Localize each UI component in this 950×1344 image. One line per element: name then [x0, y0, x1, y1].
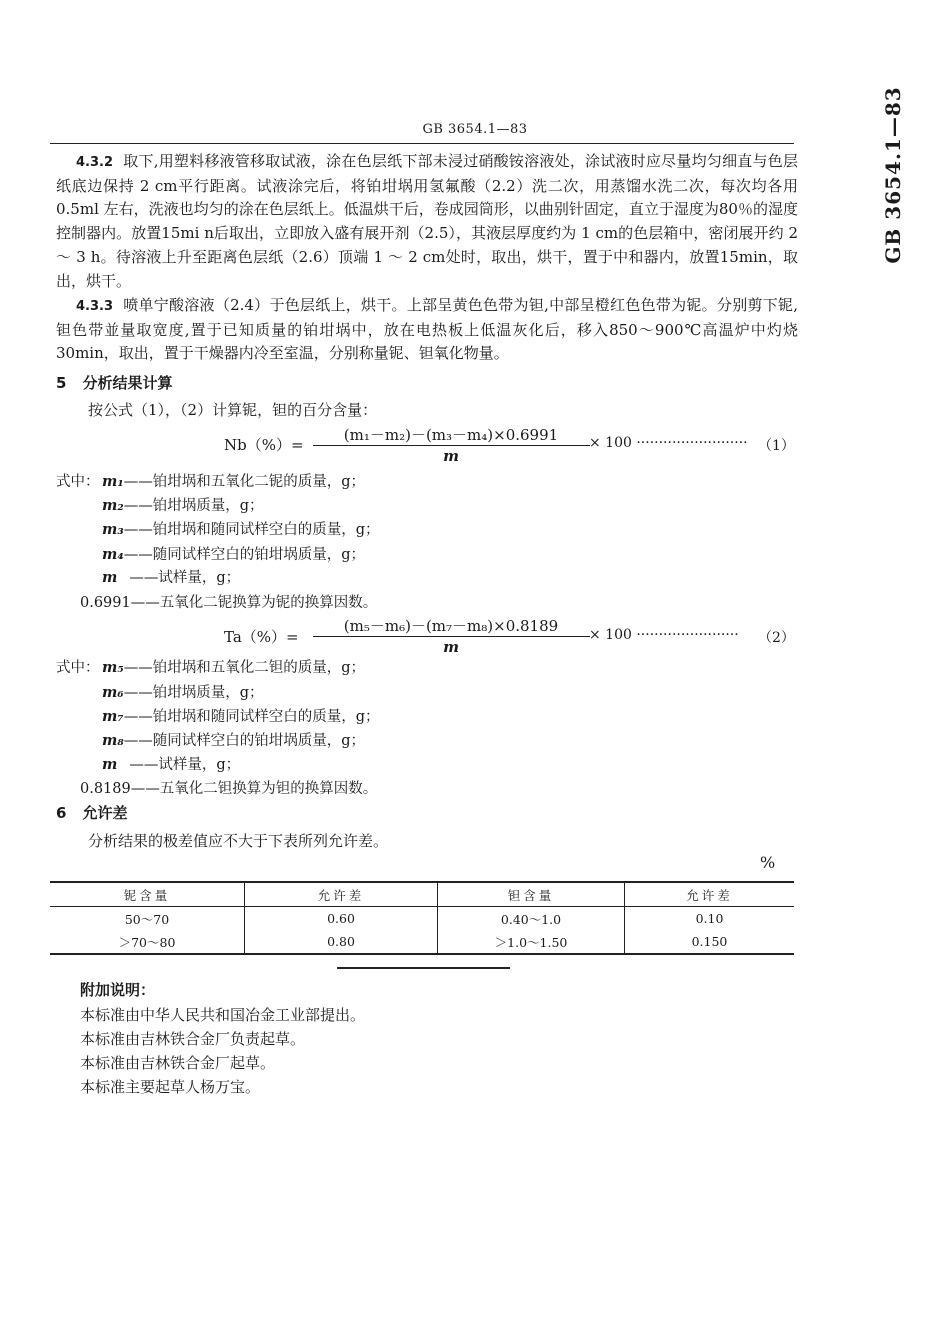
definition-row: [102, 753, 240, 774]
table-header: 铌含量: [50, 882, 245, 907]
paragraph-4-3-2: [56, 150, 798, 293]
symbol: m: [102, 569, 118, 586]
symbol: 0.6991: [80, 595, 131, 611]
side-standard-code: GB 3654.1—83: [881, 86, 905, 264]
formula-1-numerator: (m₁－m₂)－(m₃－m₄)×0.6991: [343, 426, 559, 444]
note-item: 本标准主要起草人杨万宝。: [80, 1078, 261, 1096]
page-header-title: GB 3654.1—83: [422, 122, 528, 137]
definition-text: ——铂坩埚和五氧化二铌的质量，g；: [123, 474, 365, 490]
definition-row: [102, 494, 264, 515]
definition-row: [102, 656, 365, 677]
end-rule: [337, 967, 510, 969]
definition-text: ——铂坩埚质量，g；: [123, 498, 264, 514]
where-label: 式中：: [56, 660, 100, 676]
definition-text: ——铂坩埚和随同试样空白的质量，g；: [123, 709, 380, 725]
formula-2-number: （2）: [758, 630, 795, 646]
definition-row: [80, 591, 377, 612]
definition-text: ——随同试样空白的铂坩埚质量，g；: [123, 547, 365, 563]
formula-1-number: （1）: [758, 438, 795, 454]
table-header: 钽含量: [438, 882, 625, 907]
formula-2-multiplier: × 100 ·······················: [589, 627, 739, 643]
table-header: 允许差: [625, 882, 795, 907]
table-header: 允许差: [245, 882, 438, 907]
tolerance-table: [50, 881, 794, 955]
definition-row: [102, 518, 379, 539]
table-cell: 0.150: [625, 930, 795, 954]
note-item: 本标准由中华人民共和国冶金工业部提出。: [80, 1006, 366, 1024]
symbol: 0.8189: [80, 781, 131, 797]
formula-2-lhs: Ta（%）=: [224, 628, 299, 646]
table-cell: ＞1.0～1.50: [438, 930, 625, 954]
clause-number: 4.3.3: [76, 299, 114, 314]
definition-row: [102, 681, 264, 702]
formula-1-multiplier: × 100 ·························: [589, 435, 748, 451]
symbol: m₇: [102, 708, 124, 725]
definition-text: ——铂坩埚质量，g；: [123, 685, 264, 701]
formula-1-fraction-bar: [313, 445, 590, 446]
symbol: m₅: [102, 659, 124, 676]
section-5-heading: [56, 372, 172, 393]
definition-row: [102, 566, 240, 587]
formula-2-denominator: m: [443, 638, 459, 656]
formula-1-denominator: m: [443, 447, 459, 465]
symbol: m₂: [102, 497, 124, 514]
definition-text: ——五氧化二钽换算为钽的换算因数。: [130, 781, 378, 797]
clause-number: 4.3.2: [76, 155, 114, 170]
definition-row: [102, 470, 365, 491]
note-item: 本标准由吉林铁合金厂起草。: [80, 1054, 276, 1072]
formula-1-lhs: Nb（%）=: [224, 436, 304, 454]
symbol: m: [102, 756, 118, 773]
definition-row: [80, 777, 377, 798]
definition-text: ——随同试样空白的铂坩埚质量，g；: [123, 733, 365, 749]
table-cell: 50～70: [124, 911, 170, 927]
section-number: 5: [56, 374, 67, 392]
symbol: m₁: [102, 473, 124, 490]
formula-2-fraction-bar: [313, 636, 590, 637]
section-title: 分析结果计算: [82, 374, 173, 392]
section-title: 允许差: [82, 804, 128, 822]
symbol: m₆: [102, 684, 124, 701]
paragraph-4-3-3: [56, 294, 798, 366]
where-label: 式中：: [56, 474, 100, 490]
table-row: [50, 930, 794, 954]
table-cell: 0.40～1.0: [438, 907, 625, 931]
definition-text: ——铂坩埚和五氧化二钽的质量，g；: [123, 660, 365, 676]
section-number: 6: [56, 804, 67, 822]
formula-2-numerator: (m₅－m₆)－(m₇－m₈)×0.8189: [343, 617, 559, 635]
section-6-intro: 分析结果的极差值应不大于下表所列允许差。: [88, 832, 389, 850]
section-6-heading: [56, 802, 127, 823]
symbol: m₈: [102, 732, 124, 749]
table-cell: 0.10: [625, 907, 795, 931]
header-rule: [50, 143, 794, 144]
table-header-row: [50, 882, 794, 907]
note-item: 本标准由吉林铁合金厂负责起草。: [80, 1030, 306, 1048]
definition-text: ——试样量，g；: [129, 570, 241, 586]
unit-label: %: [760, 853, 776, 872]
symbol: m₃: [102, 521, 124, 538]
definition-row: [102, 705, 379, 726]
table-cell: ＞70～80: [50, 930, 245, 954]
definition-text: ——五氧化二铌换算为铌的换算因数。: [130, 595, 378, 611]
symbol: m₄: [102, 546, 124, 563]
table-cell: 0.80: [245, 930, 438, 954]
paragraph-text: 喷单宁酸溶液（2.4）于色层纸上，烘干。上部呈黄色色带为钽,中部呈橙红色色带为铌。分别剪下铌,钽色带並量取宽度,置于已知质量的铂坩埚中，放在电热板上低温灰化后，移入850～900℃高温炉中灼烧30min，取出，置于干燥器内冷至室温，分别称量铌、钽氧化物量。: [56, 296, 798, 363]
definition-text: ——铂坩埚和随同试样空白的质量，g；: [123, 522, 380, 538]
table-cell: 0.60: [245, 907, 438, 931]
paragraph-text: 取下,用塑料移液管移取试液，涂在色层纸下部未浸过硝酸铵溶液处，涂试液时应尽量均匀细直与色层纸底边保持 2 cm平行距离。试液涂完后，将铂坩埚用氢氟酸（2.2）洗二次，用蒸馏水洗二次，每次均各用0.5ml 左右，洗液也均匀的涂在色层纸上。低温烘干后，卷成园筒形，以曲别针固定，直立于湿度为80％的湿度控制器内。放置15mi n后取出，立即放入盛有展开剂（2.5），其液层厚度约为 1 cm的色层箱中，密闭展开约 2 ～ 3 h。待溶液上升至距离色层纸（2.6）顶端 1 ～ 2 cm处时，取出，烘干，置于中和器内，放置15min，取出，烘干。: [56, 152, 798, 290]
section-5-intro: 按公式（1），（2）计算铌，钽的百分含量：: [88, 401, 378, 419]
table-row: [50, 907, 794, 931]
definition-text: ——试样量，g；: [129, 757, 241, 773]
definition-row: [102, 729, 365, 750]
notes-title: 附加说明：: [80, 981, 156, 999]
definition-row: [102, 543, 365, 564]
